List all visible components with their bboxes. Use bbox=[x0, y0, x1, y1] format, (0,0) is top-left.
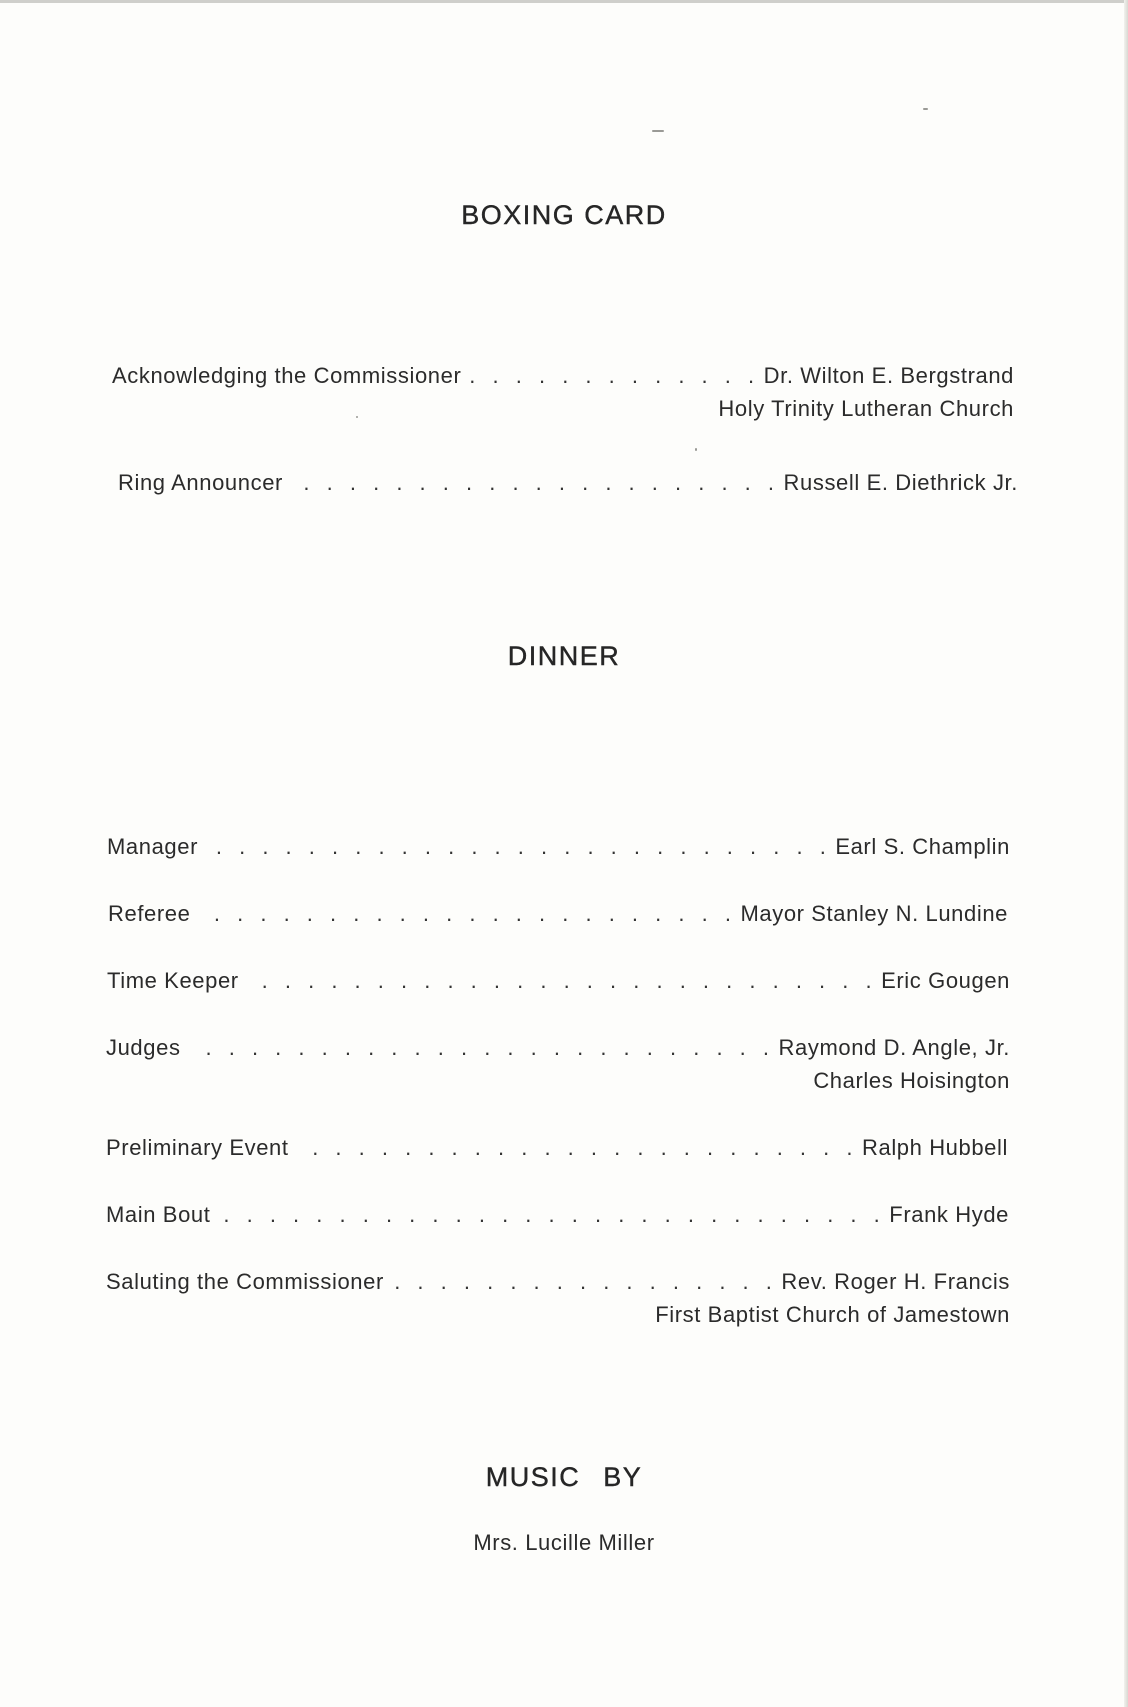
dot-leader bbox=[293, 466, 780, 499]
program-entry-time-keeper bbox=[107, 964, 1010, 997]
entry-name: Rev. Roger H. Francis bbox=[781, 1269, 1010, 1294]
entry-role: Preliminary Event bbox=[106, 1135, 289, 1160]
page-top-edge bbox=[0, 0, 1128, 3]
dot-leader bbox=[191, 1031, 775, 1064]
entry-name: Russell E. Diethrick Jr. bbox=[783, 470, 1018, 495]
entry-role: Ring Announcer bbox=[118, 470, 283, 495]
entry-name: Dr. Wilton E. Bergstrand bbox=[763, 363, 1014, 388]
dot-leader bbox=[249, 964, 877, 997]
entry-name: Raymond D. Angle, Jr. bbox=[778, 1035, 1010, 1060]
program-entry-manager bbox=[107, 830, 1010, 863]
entry-name: Ralph Hubbell bbox=[862, 1135, 1008, 1160]
music-heading: MUSIC BY bbox=[485, 1462, 643, 1492]
boxing-card-heading: BOXING CARD bbox=[461, 200, 667, 230]
program-entry-saluting bbox=[106, 1265, 1010, 1331]
program-entry-referee bbox=[108, 897, 1008, 930]
scan-speck bbox=[652, 130, 664, 132]
program-entry-acknowledging bbox=[112, 359, 1014, 425]
dot-leader bbox=[220, 1198, 885, 1231]
program-entry-ring-announcer bbox=[118, 466, 1018, 499]
program-entry-preliminary-event bbox=[106, 1131, 1008, 1164]
entry-name: Earl S. Champlin bbox=[835, 834, 1010, 859]
entry-name: Mayor Stanley N. Lundine bbox=[740, 901, 1008, 926]
dinner-heading: DINNER bbox=[507, 641, 621, 671]
program-entry-main-bout bbox=[106, 1198, 1009, 1231]
dot-leader bbox=[200, 897, 736, 930]
dot-leader bbox=[208, 830, 831, 863]
dot-leader bbox=[471, 359, 759, 392]
entry-role: Time Keeper bbox=[107, 968, 239, 993]
entry-second-judge: Charles Hoisington bbox=[813, 1068, 1010, 1093]
page-right-edge bbox=[1124, 0, 1128, 1707]
entry-affiliation: First Baptist Church of Jamestown bbox=[655, 1302, 1010, 1327]
musician-name: Mrs. Lucille Miller bbox=[473, 1530, 655, 1555]
dot-leader bbox=[299, 1131, 858, 1164]
entry-role: Main Bout bbox=[106, 1202, 211, 1227]
entry-role: Acknowledging the Commissioner bbox=[112, 363, 462, 388]
entry-name: Eric Gougen bbox=[881, 968, 1010, 993]
scan-speck bbox=[923, 108, 928, 110]
entry-name: Frank Hyde bbox=[889, 1202, 1009, 1227]
entry-affiliation: Holy Trinity Lutheran Church bbox=[718, 396, 1014, 421]
entry-role: Judges bbox=[106, 1035, 181, 1060]
entry-role: Manager bbox=[107, 834, 199, 859]
entry-role: Saluting the Commissioner bbox=[106, 1269, 384, 1294]
program-entry-judges bbox=[106, 1031, 1010, 1097]
entry-role: Referee bbox=[108, 901, 191, 926]
scan-speck bbox=[695, 448, 697, 451]
dot-leader bbox=[394, 1265, 778, 1298]
